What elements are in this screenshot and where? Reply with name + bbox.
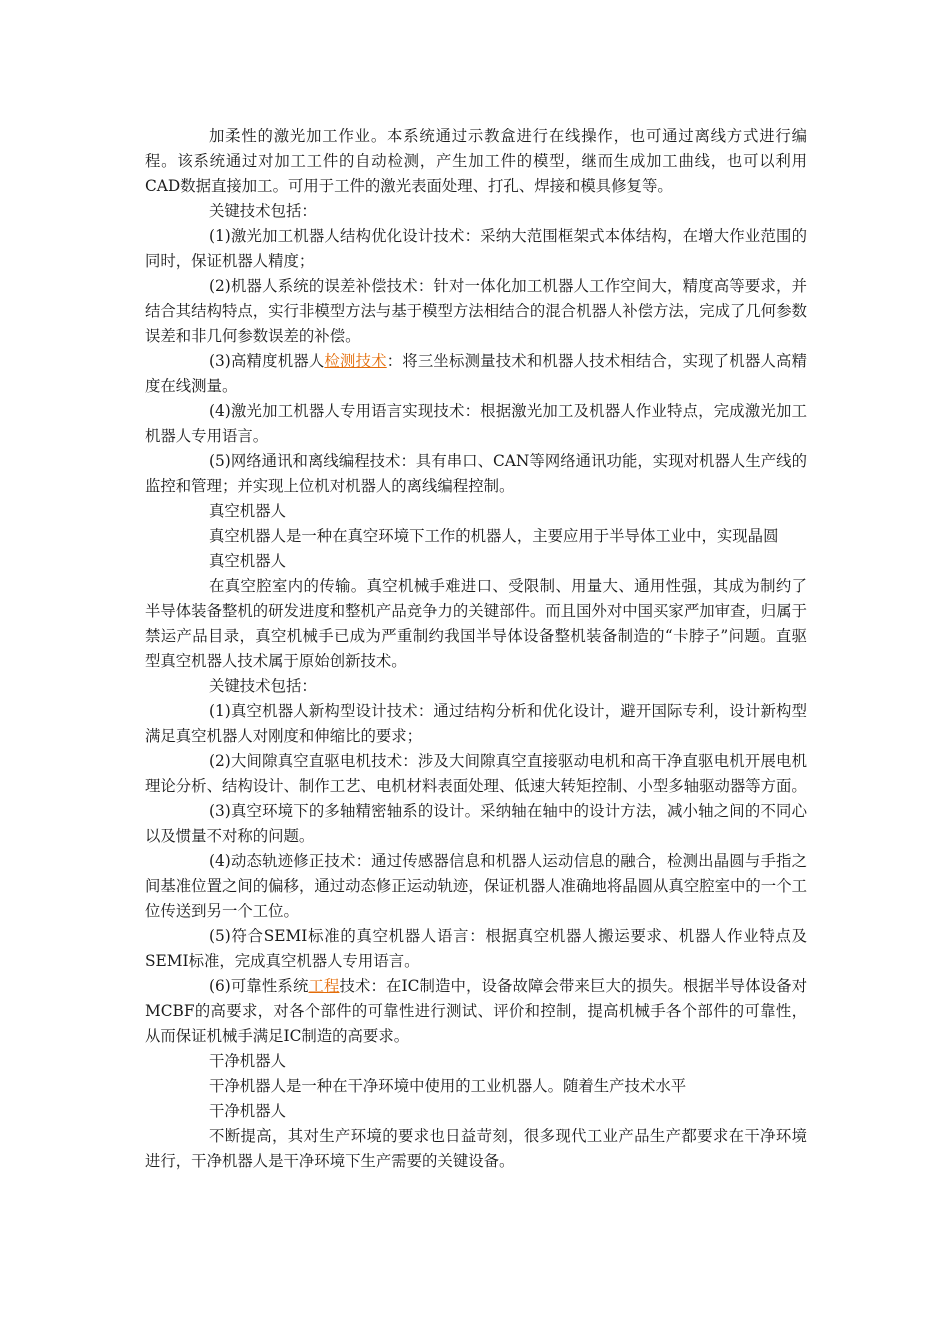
paragraph: (1)真空机器人新构型设计技术：通过结构分析和优化设计，避开国际专利，设计新构型满足真空机器人对刚度和伸缩比的要求； <box>145 702 807 745</box>
section-heading: 真空机器人 <box>209 552 286 570</box>
document-page <box>145 124 807 1174</box>
section-heading: 真空机器人 <box>209 502 286 520</box>
paragraph: (2)大间隙真空直驱电机技术：涉及大间隙真空直接驱动电机和高干净直驱电机开展电机理论分析、结构设计、制作工艺、电机材料表面处理、低速大转矩控制、小型多轴驱动器等方面。 <box>145 752 807 795</box>
paragraph <box>145 349 807 399</box>
paragraph: (2)机器人系统的误差补偿技术：针对一体化加工机器人工作空间大，精度高等要求，并结合其结构特点，实行非模型方法与基于模型方法相结合的混合机器人补偿方法，完成了几何参数误差和非几何参数误差的补偿。 <box>145 277 807 345</box>
paragraph <box>145 974 807 1049</box>
paragraph: 加柔性的激光加工作业。本系统通过示教盒进行在线操作，也可通过离线方式进行编程。该系统通过对加工工件的自动检测，产生加工件的模型，继而生成加工曲线，也可以利用CAD数据直接加工。可用于工件的激光表面处理、打孔、焊接和模具修复等。 <box>145 127 807 195</box>
paragraph: (4)激光加工机器人专用语言实现技术：根据激光加工及机器人作业特点，完成激光加工机器人专用语言。 <box>145 402 807 445</box>
paragraph-text: (6)可靠性系统 <box>209 977 309 995</box>
engineering-link[interactable]: 工程 <box>308 977 340 995</box>
paragraph: (5)网络通讯和离线编程技术：具有串口、CAN等网络通讯功能，实现对机器人生产线的监控和管理；并实现上位机对机器人的离线编程控制。 <box>145 452 807 495</box>
detection-tech-link[interactable]: 检测技术 <box>324 352 387 370</box>
paragraph: 真空机器人是一种在真空环境下工作的机器人，主要应用于半导体工业中，实现晶圆 <box>209 527 779 545</box>
paragraph-text: ：将三坐标测量技术和机器人技术相结合，实现了机器人高精度在线测量。 <box>145 352 807 395</box>
paragraph: 在真空腔室内的传输。真空机械手难进口、受限制、用量大、通用性强，其成为制约了半导体装备整机的研发进度和整机产品竞争力的关键部件。而且国外对中国买家严加审查，归属于禁运产品目录，真空机械手已成为严重制约我国半导体设备整机装备制造的“卡脖子”问题。直驱型真空机器人技术属于原始创新技术。 <box>145 577 807 670</box>
paragraph: 干净机器人是一种在干净环境中使用的工业机器人。随着生产技术水平 <box>209 1077 687 1095</box>
paragraph: (3)真空环境下的多轴精密轴系的设计。采纳轴在轴中的设计方法，减小轴之间的不同心以及惯量不对称的问题。 <box>145 802 807 845</box>
section-heading: 干净机器人 <box>209 1052 286 1070</box>
paragraph-text: (3)高精度机器人 <box>209 352 325 370</box>
paragraph-text: 技术：在IC制造中，设备故障会带来巨大的损失。根据半导体设备对MCBF的高要求，对各个部件的可靠性进行测试、评价和控制，提高机械手各个部件的可靠性，从而保证机械手满足IC制造的高要求。 <box>145 977 807 1045</box>
paragraph: (4)动态轨迹修正技术：通过传感器信息和机器人运动信息的融合，检测出晶圆与手指之间基准位置之间的偏移，通过动态修正运动轨迹，保证机器人准确地将晶圆从真空腔室中的一个工位传送到另一个工位。 <box>145 852 807 920</box>
paragraph: 关键技术包括： <box>209 202 317 220</box>
section-heading: 干净机器人 <box>209 1102 286 1120</box>
paragraph: 不断提高，其对生产环境的要求也日益苛刻，很多现代工业产品生产都要求在干净环境进行，干净机器人是干净环境下生产需要的关键设备。 <box>145 1127 807 1170</box>
paragraph: (5)符合SEMI标准的真空机器人语言：根据真空机器人搬运要求、机器人作业特点及SEMI标准，完成真空机器人专用语言。 <box>145 927 807 970</box>
paragraph: 关键技术包括： <box>209 677 317 695</box>
paragraph: (1)激光加工机器人结构优化设计技术：采纳大范围框架式本体结构，在增大作业范围的同时，保证机器人精度； <box>145 227 807 270</box>
